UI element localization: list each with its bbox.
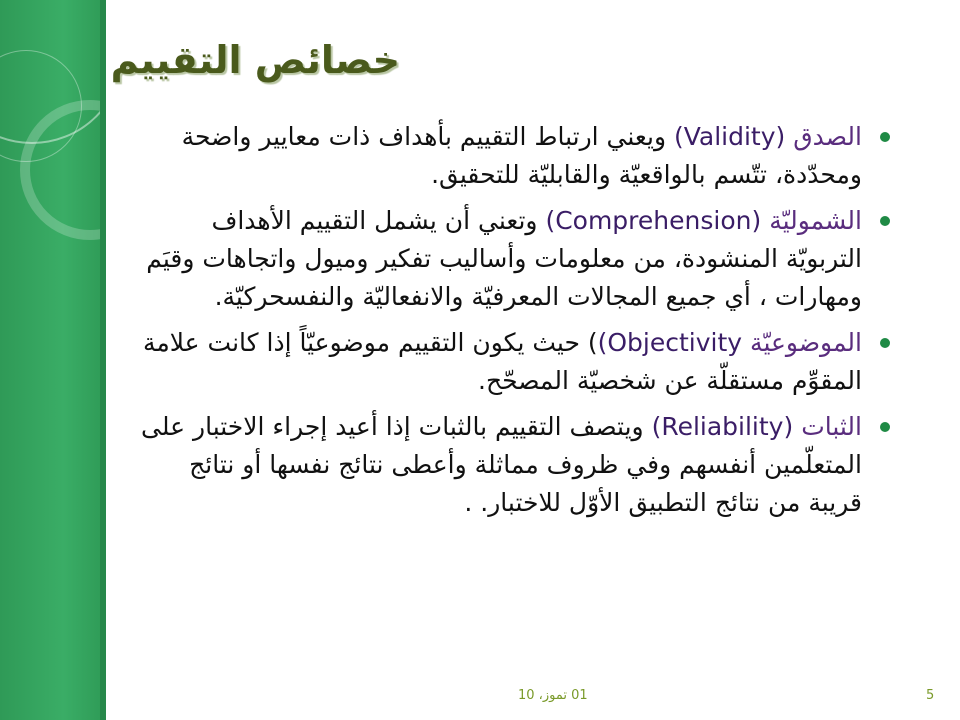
decorative-sidebar [0, 0, 106, 720]
bullet-item [140, 324, 900, 400]
bullet-text [140, 202, 862, 316]
bullet-item [140, 118, 900, 194]
bullet-item [140, 408, 900, 522]
bullet-icon [880, 422, 890, 432]
bullet-term-english: (Comprehension) [545, 206, 762, 235]
bullet-text [140, 408, 862, 522]
footer-date: 01 تموز، 10 [518, 688, 588, 703]
bullet-term-english: (Validity) [673, 122, 786, 151]
bullet-term: الصدق [793, 122, 862, 151]
bullet-item [140, 202, 900, 316]
bullet-icon [880, 216, 890, 226]
bullet-term: الشموليّة [769, 206, 862, 235]
bullet-description: ) حيث يكون التقييم موضوعيّاً إذا كانت علامة المقوِّم مستقلّة عن شخصيّة المصحّح. [142, 328, 862, 395]
bullet-term: الثبات [801, 412, 862, 441]
slide-title: خصائص التقييم [110, 38, 400, 82]
bullet-icon [880, 132, 890, 142]
bullet-description: وتعني أن يشمل التقييم الأهداف التربويّة المنشودة، من معلومات وأساليب تفكير وميول واتجاهات وقيَم ومهارات ، أي جميع المجالات المعرفيّة والانفعاليّة والنفسحركيّة. [146, 206, 862, 311]
sidebar-edge [100, 0, 106, 720]
bullet-text [140, 118, 862, 194]
page-number: 5 [926, 688, 935, 703]
bullet-description: ويعني ارتباط التقييم بأهداف ذات معايير واضحة ومحدّدة، تتّسم بالواقعيّة والقابليّة للتحقيق. [181, 122, 862, 189]
bullet-term-english: (Reliability) [651, 412, 794, 441]
bullet-icon [880, 338, 890, 348]
bullet-description: ويتصف التقييم بالثبات إذا أعيد إجراء الاختبار على المتعلّمين أنفسهم وفي ظروف مماثلة وأعطى نتائج نفسها أو نتائج قريبة من نتائج التطبيق الأوّل للاختبار. . [141, 412, 862, 517]
bullet-text [140, 324, 862, 400]
bullet-term: الموضوعيّة [750, 328, 862, 357]
slide-content [140, 118, 900, 530]
bullet-term-english: (Objectivity [597, 328, 743, 357]
